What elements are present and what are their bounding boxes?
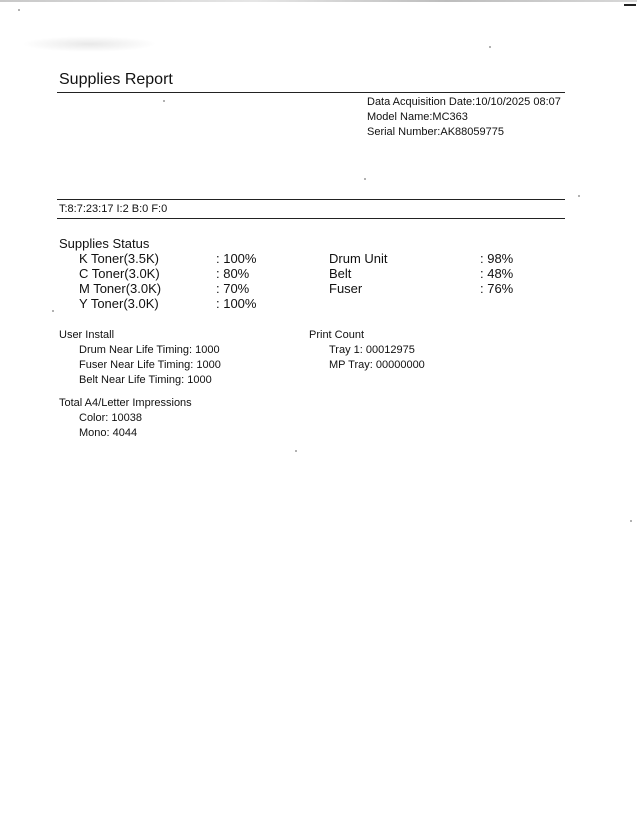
supply-name: M Toner(3.0K) <box>79 281 162 296</box>
scan-speck <box>163 100 165 102</box>
user-install-heading: User Install <box>59 329 115 341</box>
user-install-item: Fuser Near Life Timing: 1000 <box>79 359 221 371</box>
supply-value: : 80% <box>216 266 250 281</box>
supply-name: Belt <box>329 266 352 281</box>
data-acquisition-date: Data Acquisition Date:10/10/2025 08:07 <box>367 96 561 108</box>
model-name: Model Name:MC363 <box>367 111 468 123</box>
supply-value: : 100% <box>216 251 257 266</box>
serial-number: Serial Number:AK88059775 <box>367 126 504 138</box>
scan-speck <box>578 195 580 197</box>
scan-speck <box>18 9 20 11</box>
print-count-item: MP Tray: 00000000 <box>329 359 425 371</box>
scan-speck <box>630 520 632 522</box>
print-count-heading: Print Count <box>309 329 365 341</box>
user-install-item: Drum Near Life Timing: 1000 <box>79 344 220 356</box>
supply-value: : 48% <box>480 266 514 281</box>
scan-edge <box>0 0 637 2</box>
impressions-heading: Total A4/Letter Impressions <box>59 397 192 409</box>
supply-name: C Toner(3.0K) <box>79 266 160 281</box>
print-count-item: Tray 1: 00012975 <box>329 344 415 356</box>
status-line: T:8:7:23:17 I:2 B:0 F:0 <box>59 203 168 215</box>
scan-smudge <box>22 36 157 52</box>
title-rule <box>57 92 565 93</box>
scan-speck <box>364 178 366 180</box>
supply-name: Drum Unit <box>329 251 388 266</box>
scan-speck <box>52 310 54 312</box>
supply-value: : 100% <box>216 296 257 311</box>
scan-speck <box>489 46 491 48</box>
impressions-item: Color: 10038 <box>79 412 142 424</box>
supply-value: : 70% <box>216 281 250 296</box>
user-install-item: Belt Near Life Timing: 1000 <box>79 374 212 386</box>
scan-speck <box>295 450 297 452</box>
report-title: Supplies Report <box>59 71 173 88</box>
supply-name: Y Toner(3.0K) <box>79 296 159 311</box>
supply-value: : 98% <box>480 251 514 266</box>
supplies-status-heading: Supplies Status <box>59 236 150 251</box>
status-bottom-rule <box>57 218 565 219</box>
supply-name: Fuser <box>329 281 363 296</box>
scan-mark <box>624 4 636 6</box>
impressions-item: Mono: 4044 <box>79 427 138 439</box>
supply-name: K Toner(3.5K) <box>79 251 159 266</box>
status-top-rule <box>57 199 565 200</box>
supply-value: : 76% <box>480 281 514 296</box>
